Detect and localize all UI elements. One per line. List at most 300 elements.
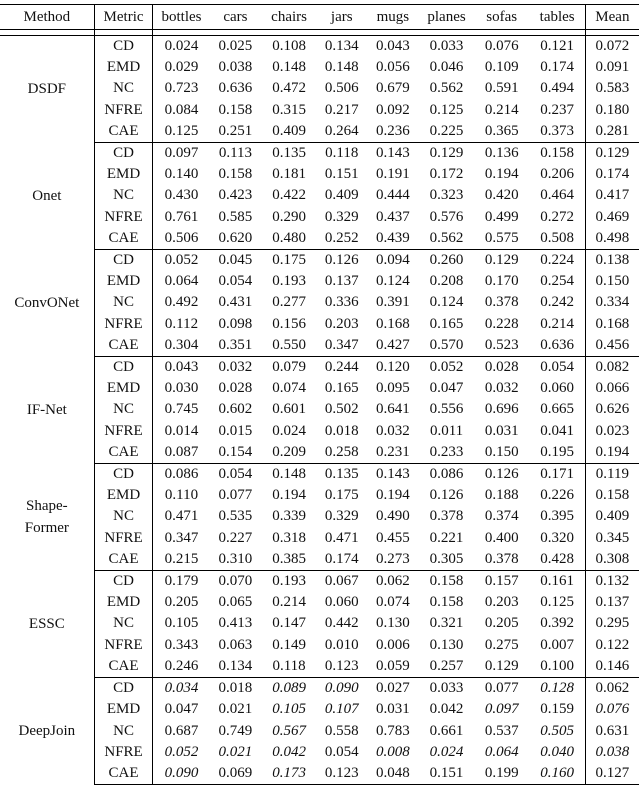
value-cell: 0.014 <box>153 421 210 442</box>
value-cell: 0.214 <box>484 101 519 118</box>
value-cell: 0.030 <box>153 378 210 399</box>
value-cell: 0.054 <box>324 743 359 760</box>
value-cell: 0.472 <box>272 80 306 97</box>
value-cell: 0.165 <box>324 380 359 397</box>
value-cell: 0.108 <box>272 38 306 54</box>
mean-cell: 0.281 <box>585 121 639 143</box>
value-cell: 0.665 <box>540 401 575 418</box>
metric-label: EMD <box>94 271 153 292</box>
value-cell: 0.272 <box>540 208 575 225</box>
value-cell: 0.217 <box>324 101 359 118</box>
value-cell: 0.199 <box>474 763 530 785</box>
value-cell: 0.158 <box>218 166 253 183</box>
value-cell: 0.074 <box>272 380 306 397</box>
value-cell: 0.661 <box>429 722 464 739</box>
table-row <box>0 592 639 613</box>
header-col: chairs <box>261 5 317 30</box>
value-cell: 0.203 <box>484 594 519 611</box>
value-cell: 0.060 <box>324 594 359 611</box>
value-cell: 0.175 <box>324 487 359 504</box>
value-cell: 0.236 <box>367 121 420 143</box>
value-cell: 0.506 <box>153 228 210 250</box>
mean-cell: 0.417 <box>585 185 639 206</box>
mean-cell: 0.062 <box>585 678 639 700</box>
mean-cell: 0.180 <box>585 100 639 121</box>
table-row <box>0 335 639 357</box>
value-cell: 0.378 <box>474 549 530 571</box>
value-cell: 0.154 <box>210 442 262 464</box>
value-cell: 0.110 <box>153 485 210 506</box>
value-cell: 0.318 <box>272 529 306 546</box>
value-cell: 0.094 <box>376 252 410 269</box>
value-cell: 0.191 <box>376 166 410 183</box>
results-table <box>0 4 639 785</box>
value-cell: 0.129 <box>474 656 530 678</box>
value-cell: 0.079 <box>272 359 306 376</box>
mean-cell: 0.498 <box>585 228 639 250</box>
value-cell: 0.038 <box>218 59 253 76</box>
value-cell: 0.007 <box>540 636 575 653</box>
value-cell: 0.576 <box>429 208 464 225</box>
metric-label: CD <box>94 357 153 379</box>
header-col: jars <box>317 5 367 30</box>
value-cell: 0.620 <box>210 228 262 250</box>
metric-label: EMD <box>94 164 153 185</box>
metric-label: CAE <box>94 656 153 678</box>
value-cell: 0.347 <box>153 528 210 549</box>
value-cell: 0.134 <box>324 38 359 54</box>
value-cell: 0.252 <box>317 228 367 250</box>
value-cell: 0.077 <box>484 680 519 697</box>
value-cell: 0.570 <box>419 335 474 357</box>
value-cell: 0.076 <box>484 38 519 54</box>
mean-cell: 0.132 <box>585 571 639 593</box>
metric-label: CD <box>94 571 153 593</box>
value-cell: 0.034 <box>153 678 210 700</box>
value-cell: 0.025 <box>218 38 253 54</box>
value-cell: 0.105 <box>272 701 306 718</box>
value-cell: 0.455 <box>376 529 410 546</box>
metric-label: EMD <box>94 699 153 720</box>
table-row <box>0 678 639 700</box>
value-cell: 0.126 <box>429 487 464 504</box>
value-cell: 0.602 <box>218 401 253 418</box>
value-cell: 0.128 <box>540 680 575 697</box>
value-cell: 0.224 <box>540 252 575 269</box>
header-method: Method <box>0 5 94 30</box>
value-cell: 0.181 <box>272 166 306 183</box>
value-cell: 0.156 <box>272 315 306 332</box>
value-cell: 0.591 <box>484 80 519 97</box>
metric-label: CAE <box>94 549 153 571</box>
metric-label: NFRE <box>94 207 153 228</box>
mean-cell: 0.038 <box>585 742 639 763</box>
value-cell: 0.052 <box>153 742 210 763</box>
value-cell: 0.761 <box>153 207 210 228</box>
table-row <box>0 549 639 571</box>
table-row <box>0 378 639 399</box>
value-cell: 0.065 <box>218 594 253 611</box>
table-row <box>0 314 639 335</box>
value-cell: 0.242 <box>540 294 575 311</box>
mean-cell: 0.345 <box>585 528 639 549</box>
value-cell: 0.042 <box>429 701 464 718</box>
table-row <box>0 121 639 143</box>
value-cell: 0.329 <box>324 208 359 225</box>
table-row <box>0 421 639 442</box>
value-cell: 0.054 <box>218 466 253 483</box>
value-cell: 0.420 <box>484 187 519 204</box>
metric-label: NC <box>94 185 153 206</box>
value-cell: 0.321 <box>429 615 464 632</box>
value-cell: 0.214 <box>540 315 575 332</box>
value-cell: 0.523 <box>474 335 530 357</box>
value-cell: 0.089 <box>272 680 306 697</box>
value-cell: 0.118 <box>325 145 359 162</box>
value-cell: 0.123 <box>317 656 367 678</box>
value-cell: 0.107 <box>324 701 359 718</box>
value-cell: 0.395 <box>540 508 575 525</box>
value-cell: 0.783 <box>376 722 410 739</box>
value-cell: 0.323 <box>429 187 464 204</box>
value-cell: 0.028 <box>484 359 519 376</box>
value-cell: 0.033 <box>429 38 464 54</box>
value-cell: 0.125 <box>540 594 575 611</box>
mean-cell: 0.066 <box>585 378 639 399</box>
metric-label: NFRE <box>94 635 153 656</box>
metric-label: NFRE <box>94 100 153 121</box>
table-row <box>0 78 639 99</box>
header-col: tables <box>530 5 586 30</box>
metric-label: NFRE <box>94 528 153 549</box>
value-cell: 0.351 <box>210 335 262 357</box>
value-cell: 0.499 <box>484 208 519 225</box>
value-cell: 0.018 <box>324 422 359 439</box>
metric-label: NC <box>94 506 153 527</box>
value-cell: 0.129 <box>484 252 519 269</box>
value-cell: 0.378 <box>429 508 464 525</box>
value-cell: 0.172 <box>429 166 464 183</box>
value-cell: 0.130 <box>429 636 464 653</box>
value-cell: 0.231 <box>367 442 420 464</box>
value-cell: 0.031 <box>376 701 410 718</box>
value-cell: 0.045 <box>218 252 253 269</box>
value-cell: 0.121 <box>540 38 575 54</box>
value-cell: 0.365 <box>474 121 530 143</box>
value-cell: 0.008 <box>376 743 410 760</box>
value-cell: 0.029 <box>153 57 210 78</box>
value-cell: 0.148 <box>272 59 306 76</box>
metric-label: NC <box>94 721 153 742</box>
value-cell: 0.258 <box>317 442 367 464</box>
value-cell: 0.225 <box>419 121 474 143</box>
table-row <box>0 763 639 785</box>
value-cell: 0.090 <box>153 763 210 785</box>
mean-cell: 0.631 <box>585 721 639 742</box>
mean-cell: 0.082 <box>585 357 639 379</box>
value-cell: 0.032 <box>376 422 410 439</box>
value-cell: 0.290 <box>272 208 306 225</box>
value-cell: 0.264 <box>317 121 367 143</box>
value-cell: 0.188 <box>484 487 519 504</box>
value-cell: 0.636 <box>218 80 253 97</box>
value-cell: 0.040 <box>540 743 575 760</box>
header-col: cars <box>210 5 262 30</box>
value-cell: 0.159 <box>540 701 575 718</box>
value-cell: 0.140 <box>153 164 210 185</box>
value-cell: 0.168 <box>376 315 410 332</box>
value-cell: 0.042 <box>272 743 306 760</box>
value-cell: 0.444 <box>376 187 410 204</box>
value-cell: 0.409 <box>324 187 359 204</box>
value-cell: 0.028 <box>218 380 253 397</box>
mean-cell: 0.023 <box>585 421 639 442</box>
value-cell: 0.492 <box>153 292 210 313</box>
mean-cell: 0.119 <box>585 464 639 486</box>
value-cell: 0.170 <box>484 273 519 290</box>
value-cell: 0.373 <box>530 121 586 143</box>
mean-cell: 0.150 <box>585 271 639 292</box>
value-cell: 0.147 <box>272 615 306 632</box>
value-cell: 0.067 <box>324 573 359 590</box>
table-row <box>0 506 639 527</box>
table-row <box>0 571 639 593</box>
value-cell: 0.054 <box>218 273 253 290</box>
value-cell: 0.157 <box>484 573 519 590</box>
value-cell: 0.109 <box>484 59 519 76</box>
value-cell: 0.032 <box>218 359 253 376</box>
value-cell: 0.277 <box>272 294 306 311</box>
value-cell: 0.120 <box>376 359 410 376</box>
value-cell: 0.193 <box>272 273 306 290</box>
mean-cell: 0.194 <box>585 442 639 464</box>
metric-label: EMD <box>94 57 153 78</box>
value-cell: 0.179 <box>153 571 210 593</box>
value-cell: 0.206 <box>540 166 575 183</box>
value-cell: 0.126 <box>324 252 359 269</box>
value-cell: 0.097 <box>484 701 519 718</box>
mean-cell: 0.158 <box>585 485 639 506</box>
value-cell: 0.149 <box>272 636 306 653</box>
method-name: Shape-Former <box>24 498 69 537</box>
value-cell: 0.214 <box>272 594 306 611</box>
value-cell: 0.048 <box>367 763 420 785</box>
metric-label: NC <box>94 613 153 634</box>
value-cell: 0.084 <box>153 100 210 121</box>
value-cell: 0.260 <box>429 252 464 269</box>
value-cell: 0.427 <box>367 335 420 357</box>
mean-cell: 0.456 <box>585 335 639 357</box>
value-cell: 0.024 <box>272 422 306 439</box>
table-row <box>0 528 639 549</box>
value-cell: 0.031 <box>484 422 519 439</box>
metric-label: CD <box>94 143 153 165</box>
value-cell: 0.567 <box>272 722 306 739</box>
value-cell: 0.174 <box>317 549 367 571</box>
value-cell: 0.054 <box>540 359 575 376</box>
value-cell: 0.320 <box>540 529 575 546</box>
value-cell: 0.562 <box>419 228 474 250</box>
mean-cell: 0.334 <box>585 292 639 313</box>
method-name: DSDF <box>27 81 67 98</box>
value-cell: 0.422 <box>272 187 306 204</box>
mean-cell: 0.409 <box>585 506 639 527</box>
table-row <box>0 164 639 185</box>
value-cell: 0.315 <box>272 101 306 118</box>
value-cell: 0.124 <box>429 294 464 311</box>
value-cell: 0.143 <box>376 466 410 483</box>
header-col: mugs <box>367 5 420 30</box>
value-cell: 0.508 <box>530 228 586 250</box>
value-cell: 0.193 <box>272 573 306 590</box>
metric-label: CAE <box>94 763 153 785</box>
metric-label: CAE <box>94 228 153 250</box>
table-row <box>0 357 639 379</box>
value-cell: 0.024 <box>153 36 210 58</box>
value-cell: 0.158 <box>218 101 253 118</box>
table-row <box>0 742 639 763</box>
mean-cell: 0.174 <box>585 164 639 185</box>
table-row <box>0 292 639 313</box>
mean-cell: 0.129 <box>585 143 639 165</box>
value-cell: 0.310 <box>210 549 262 571</box>
value-cell: 0.158 <box>429 573 464 590</box>
value-cell: 0.195 <box>530 442 586 464</box>
value-cell: 0.074 <box>376 594 410 611</box>
value-cell: 0.118 <box>261 656 317 678</box>
value-cell: 0.431 <box>218 294 253 311</box>
value-cell: 0.439 <box>367 228 420 250</box>
metric-label: NC <box>94 292 153 313</box>
table-row <box>0 635 639 656</box>
value-cell: 0.233 <box>419 442 474 464</box>
mean-cell: 0.308 <box>585 549 639 571</box>
header-col: bottles <box>153 5 210 30</box>
value-cell: 0.135 <box>324 466 359 483</box>
value-cell: 0.130 <box>376 615 410 632</box>
value-cell: 0.228 <box>484 315 519 332</box>
value-cell: 0.143 <box>376 145 410 162</box>
header-metric: Metric <box>94 5 153 30</box>
mean-cell: 0.583 <box>585 78 639 99</box>
table-row <box>0 207 639 228</box>
value-cell: 0.046 <box>429 59 464 76</box>
value-cell: 0.077 <box>218 487 253 504</box>
value-cell: 0.413 <box>218 615 253 632</box>
mean-cell: 0.146 <box>585 656 639 678</box>
value-cell: 0.043 <box>376 38 410 54</box>
value-cell: 0.112 <box>153 314 210 335</box>
metric-label: EMD <box>94 592 153 613</box>
value-cell: 0.098 <box>218 315 253 332</box>
value-cell: 0.090 <box>324 680 359 697</box>
value-cell: 0.601 <box>272 401 306 418</box>
value-cell: 0.749 <box>218 722 253 739</box>
value-cell: 0.151 <box>324 166 359 183</box>
value-cell: 0.043 <box>153 357 210 379</box>
mean-cell: 0.072 <box>585 36 639 58</box>
table-row <box>0 185 639 206</box>
mean-cell: 0.469 <box>585 207 639 228</box>
value-cell: 0.150 <box>474 442 530 464</box>
mean-cell: 0.091 <box>585 57 639 78</box>
value-cell: 0.041 <box>540 422 575 439</box>
table-row <box>0 399 639 420</box>
value-cell: 0.273 <box>367 549 420 571</box>
value-cell: 0.585 <box>218 208 253 225</box>
mean-cell: 0.168 <box>585 314 639 335</box>
table-row <box>0 699 639 720</box>
value-cell: 0.471 <box>324 529 359 546</box>
value-cell: 0.021 <box>218 743 253 760</box>
value-cell: 0.550 <box>261 335 317 357</box>
value-cell: 0.175 <box>272 252 306 269</box>
value-cell: 0.339 <box>272 508 306 525</box>
value-cell: 0.392 <box>540 615 575 632</box>
value-cell: 0.437 <box>376 208 410 225</box>
value-cell: 0.097 <box>153 143 210 165</box>
value-cell: 0.052 <box>429 359 464 376</box>
table-row <box>0 100 639 121</box>
value-cell: 0.696 <box>484 401 519 418</box>
value-cell: 0.537 <box>484 722 519 739</box>
metric-label: NFRE <box>94 742 153 763</box>
table-row <box>0 36 639 58</box>
value-cell: 0.137 <box>324 273 359 290</box>
value-cell: 0.428 <box>530 549 586 571</box>
table-row <box>0 271 639 292</box>
value-cell: 0.126 <box>484 466 519 483</box>
value-cell: 0.021 <box>218 701 253 718</box>
value-cell: 0.215 <box>153 549 210 571</box>
value-cell: 0.745 <box>153 399 210 420</box>
value-cell: 0.471 <box>153 506 210 527</box>
header-col-mean: Mean <box>585 5 639 30</box>
value-cell: 0.160 <box>530 763 586 785</box>
value-cell: 0.047 <box>153 699 210 720</box>
value-cell: 0.064 <box>484 743 519 760</box>
metric-label: CAE <box>94 335 153 357</box>
value-cell: 0.027 <box>376 680 410 697</box>
metric-label: CD <box>94 36 153 58</box>
mean-cell: 0.138 <box>585 250 639 272</box>
metric-label: EMD <box>94 378 153 399</box>
method-name: IF-Net <box>26 402 67 419</box>
value-cell: 0.378 <box>484 294 519 311</box>
value-cell: 0.205 <box>153 592 210 613</box>
value-cell: 0.148 <box>272 466 306 483</box>
value-cell: 0.006 <box>376 636 410 653</box>
value-cell: 0.329 <box>324 508 359 525</box>
value-cell: 0.059 <box>367 656 420 678</box>
value-cell: 0.173 <box>261 763 317 785</box>
table-row <box>0 442 639 464</box>
value-cell: 0.385 <box>261 549 317 571</box>
value-cell: 0.237 <box>540 101 575 118</box>
value-cell: 0.244 <box>324 359 359 376</box>
value-cell: 0.063 <box>218 636 253 653</box>
value-cell: 0.171 <box>540 466 575 483</box>
value-cell: 0.158 <box>540 145 575 162</box>
value-cell: 0.086 <box>153 464 210 486</box>
value-cell: 0.679 <box>376 80 410 97</box>
value-cell: 0.100 <box>530 656 586 678</box>
value-cell: 0.069 <box>210 763 262 785</box>
value-cell: 0.535 <box>218 508 253 525</box>
method-name: ESSC <box>28 616 65 633</box>
value-cell: 0.033 <box>429 680 464 697</box>
mean-cell: 0.295 <box>585 613 639 634</box>
